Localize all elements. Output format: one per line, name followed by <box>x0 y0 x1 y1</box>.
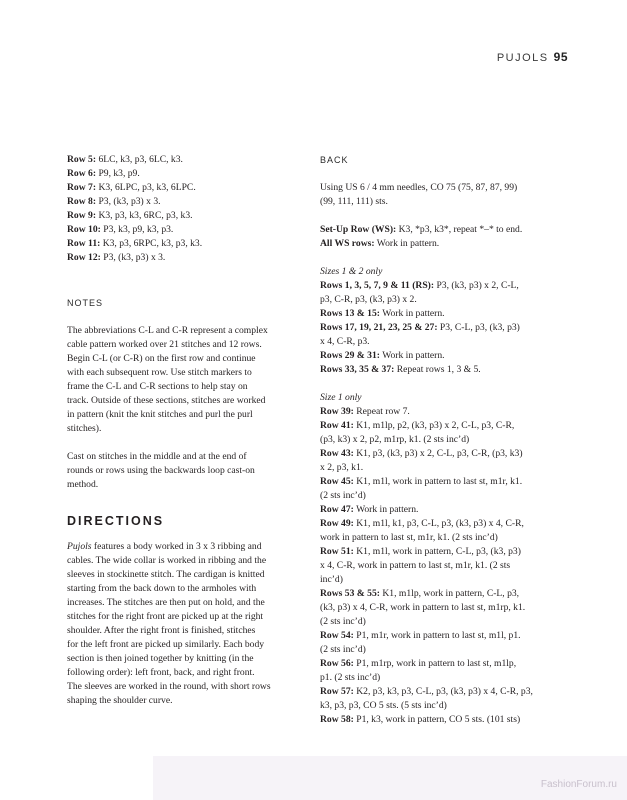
pattern-row: Row 54: P1, m1r, work in pattern to last st, m1l, p1. <box>320 630 521 641</box>
pattern-row: Row 12: P3, (k3, p3) x 3. <box>67 252 166 263</box>
pattern-row: Rows 1, 3, 5, 7, 9 & 11 (RS): P3, (k3, p3) x 2, C-L, <box>320 280 519 291</box>
left-column <box>67 153 299 708</box>
pattern-row: Row 41: K1, m1lp, p2, (k3, p3) x 2, C-L, p3, C-R, <box>320 420 515 431</box>
size-1-heading: Size 1 only <box>320 392 362 403</box>
pattern-row: Row 56: P1, m1rp, work in pattern to last st, m1lp, <box>320 658 517 669</box>
directions-heading: DIRECTIONS <box>67 514 165 528</box>
pattern-row: Row 39: Repeat row 7. <box>320 406 410 417</box>
sizes-1-2-heading: Sizes 1 & 2 only <box>320 266 383 277</box>
setup-row: Set-Up Row (WS): K3, *p3, k3*, repeat *–* to end. <box>320 224 523 235</box>
pattern-row: Rows 13 & 15: Work in pattern. <box>320 308 445 319</box>
watermark: FashionForum.ru <box>540 779 617 790</box>
pattern-row: Rows 29 & 31: Work in pattern. <box>320 350 445 361</box>
pattern-row: Row 11: K3, p3, 6RPC, k3, p3, k3. <box>67 238 203 249</box>
pattern-row: Row 51: K1, m1l, work in pattern, C-L, p3, (k3, p3) <box>320 546 521 557</box>
pattern-row: Row 8: P3, (k3, p3) x 3. <box>67 196 161 207</box>
pattern-row: Row 58: P1, k3, work in pattern, CO 5 sts. (101 sts) <box>320 714 521 725</box>
right-column: BACK Using US 6 / 4 mm needles, CO 75 (75, 87, 87, 99) (99, 111, 111) sts. Set-Up Row (WS): K3, *p3, k3*, repeat *–* to end. All WS rows: Work in pattern. Sizes 1 & 2 only Rows 1, 3, 5, 7, 9 & 11 (RS): P3, (k3, p3) x 2, C-L, p3, C-R, p3, (k3, p3) x 2. Rows 13 & 15: Work in pattern. Rows 17, 19, 21, 23, 25 & 27: P3, C-L, p3, (k3, p3) x 4, C-R, p3. Rows 29 & 31: Work in pattern. Rows 33, 35 & 37: Repeat rows 1, 3 & 5. Size 1 only Row 39: Repeat row 7. Row 41: K1, m1lp, p2, (k3, p3) x 2, C-L, p3, C-R, (p3, k3) x 2, p2, m1rp, k1. (2 sts inc’d) Row 43: K1, p3, (k3, p3) x 2, C-L, p3, C-R, (p3, k3) x 2, p3, k1. Row 45: K1, m1l, work in pattern to last st, m1r, k1. (2 sts inc’d) Row 47: Work in pattern. Row 49: K1, m1l, k1, p3, C-L, p3, (k3, p3) x 4, C-R, work in pattern to last st, m1r, k1. (2 sts inc’d) Row 51: K1, m1l, work in pattern, C-L, p3, (k3, p3) x 4, C-R, work in pattern to last st, m1r, k1. (2 sts inc’d) Rows 53 & 55: K1, m1lp, work in pattern, C-L, p3, (k3, p3) x 4, C-R, work in pattern to last st, m1rp, k1. (2 sts inc’d) Row 54: P1, m1r, work in pattern to last st, m1l, p1. (2 sts inc’d) Row 56: P1, m1rp, work in pattern to last st, m1lp, p1. (2 sts inc’d) Row 57: K2, p3, k3, p3, C-L, p3, (k3, p3) x 4, C-R, p3, k3, p3, p3, CO 5 sts. (5 sts inc’d) Row 58: P1, k3, work in pattern, CO 5 sts. (101 sts) <box>320 153 568 727</box>
pattern-row: Row 49: K1, m1l, k1, p3, C-L, p3, (k3, p3) x 4, C-R, <box>320 518 524 529</box>
pattern-row: Rows 53 & 55: K1, m1lp, work in pattern, C-L, p3, <box>320 588 520 599</box>
pattern-row: Row 10: P3, k3, p9, k3, p3. <box>67 224 174 235</box>
pattern-row: Row 43: K1, p3, (k3, p3) x 2, C-L, p3, C-R, (p3, k3) <box>320 448 523 459</box>
setup-row: All WS rows: Work in pattern. <box>320 238 440 249</box>
pattern-row: Row 5: 6LC, k3, p3, 6LC, k3. <box>67 154 183 165</box>
row-list <box>67 153 299 265</box>
pattern-row: Row 9: K3, p3, k3, 6RC, p3, k3. <box>67 210 193 221</box>
back-heading: BACK <box>320 155 349 165</box>
notes-paragraph: The abbreviations C-L and C-R represent a complex cable pattern worked over 21 stitches and 12 rows. Begin C-L (or C-R) on the first row and continue with each subsequent row. Use stitch markers to frame the C-L and C-R sections to help stay on track. Outside of these sections, stitches are worked in pattern (knit the knit stitches and purl the purl stitches). <box>67 325 268 434</box>
pattern-row: Row 57: K2, p3, k3, p3, C-L, p3, (k3, p3) x 4, C-R, p3, <box>320 686 533 697</box>
footer-band <box>153 756 627 800</box>
pattern-row: Row 47: Work in pattern. <box>320 504 419 515</box>
pattern-row: Rows 33, 35 & 37: Repeat rows 1, 3 & 5. <box>320 364 481 375</box>
pattern-row: Row 7: K3, 6LPC, p3, k3, 6LPC. <box>67 182 196 193</box>
page-number: 95 <box>553 50 568 64</box>
pattern-row: Rows 17, 19, 21, 23, 25 & 27: P3, C-L, p3, (k3, p3) <box>320 322 520 333</box>
pattern-row: Row 45: K1, m1l, work in pattern to last st, m1r, k1. <box>320 476 523 487</box>
back-intro: Using US 6 / 4 mm needles, CO 75 (75, 87, 87, 99) (99, 111, 111) sts. <box>320 182 518 207</box>
pattern-row: Row 6: P9, k3, p9. <box>67 168 140 179</box>
directions-paragraph: Pujols features a body worked in 3 x 3 ribbing and cables. The wide collar is worked in ribbing and the sleeves in stockinette stitch. The cardigan is knitted starting from the back down to the armholes with increases. The stitches are then put on hold, and the stitches for the right front are picked up at the right shoulder. After the right front is finished, stitches for the left front are picked up similarly. Each body section is then joined together by knitting (in the following order): left front, back, and right front. The sleeves are worked in the round, with short rows shaping the shoulder curve. <box>67 541 271 706</box>
notes-heading: NOTES <box>67 298 104 308</box>
header-title: PUJOLS <box>496 52 549 64</box>
running-header <box>497 50 568 64</box>
notes-paragraph-2: Cast on stitches in the middle and at the end of rounds or rows using the backwards loop cast-on method. <box>67 451 255 490</box>
